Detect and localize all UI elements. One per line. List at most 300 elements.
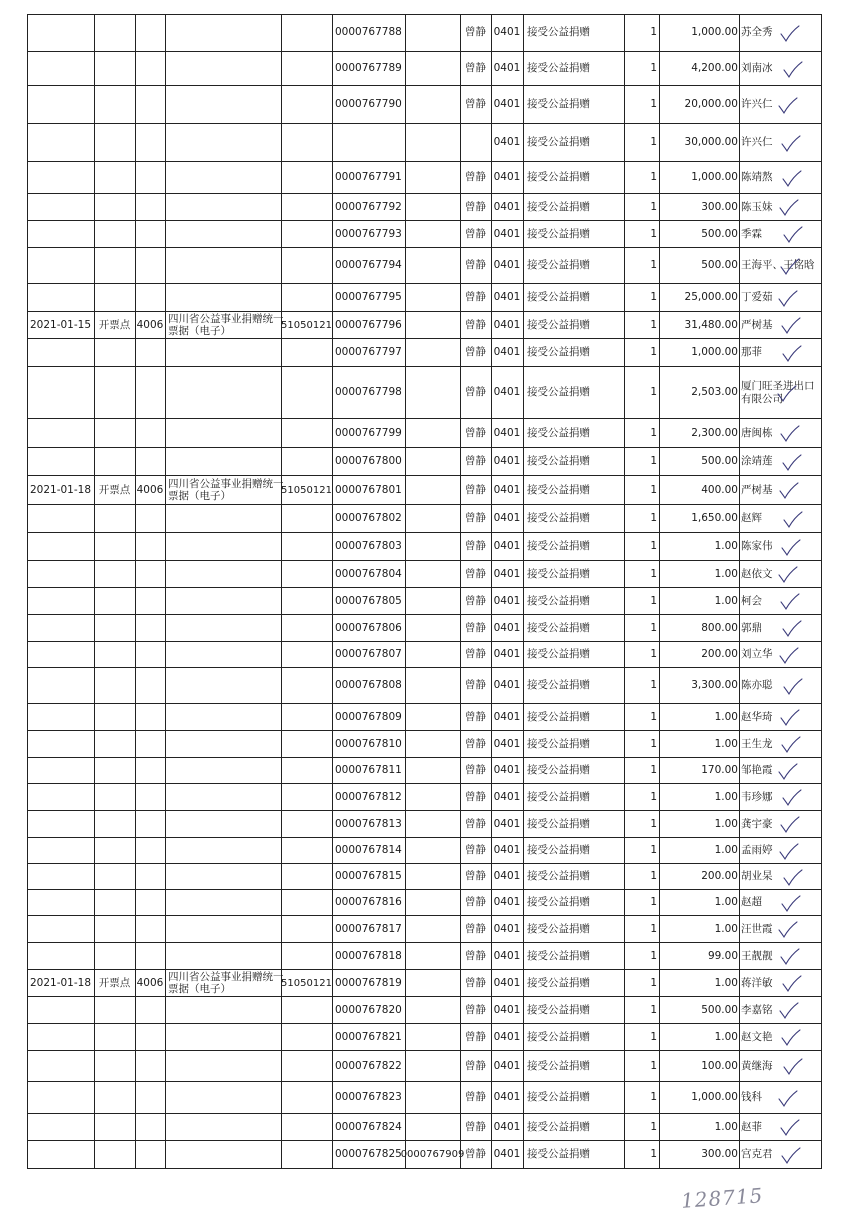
quantity-cell: 1 <box>650 679 657 691</box>
check-mark-icon <box>780 894 802 912</box>
operator-cell: 曾静 <box>465 1120 486 1133</box>
pencil-note: 128715 <box>680 1183 765 1213</box>
column-divider <box>405 14 406 1169</box>
operator-cell: 曾静 <box>465 870 486 882</box>
receipt-number-cell: 0000767807 <box>335 648 402 660</box>
table-row <box>27 1051 821 1082</box>
operator-cell: 曾静 <box>465 540 486 552</box>
operator-cell: 曾静 <box>465 1148 486 1160</box>
item-name-cell: 接受公益捐赠 <box>527 259 590 271</box>
quantity-cell: 1 <box>650 200 657 213</box>
item-code-cell: 0401 <box>493 512 521 524</box>
amount-cell: 25,000.00 <box>684 291 738 303</box>
quantity-cell: 1 <box>650 870 657 882</box>
receipt-number-cell: 0000767791 <box>335 171 402 183</box>
item-name-cell: 接受公益捐赠 <box>527 737 590 750</box>
item-code-cell: 0401 <box>493 26 521 38</box>
quantity-cell: 1 <box>650 1059 657 1072</box>
item-code-cell: 0401 <box>493 318 521 331</box>
item-name-cell: 接受公益捐赠 <box>527 870 590 882</box>
check-mark-icon <box>779 425 801 443</box>
operator-cell: 曾静 <box>465 621 486 634</box>
check-mark-icon <box>778 199 800 217</box>
operator-cell: 曾静 <box>465 318 486 331</box>
amount-cell: 1,650.00 <box>691 512 738 524</box>
item-code-cell: 0401 <box>493 567 521 580</box>
check-mark-icon <box>780 736 802 754</box>
table-row <box>27 916 821 943</box>
item-name-cell: 接受公益捐赠 <box>527 817 590 830</box>
table-row <box>27 561 821 588</box>
donor-cell: 许兴仁 <box>741 98 773 110</box>
table-row <box>27 668 821 704</box>
table-row <box>27 533 821 561</box>
receipt-number-cell: 0000767823 <box>335 1091 402 1103</box>
item-name-cell: 接受公益捐赠 <box>527 922 590 935</box>
check-mark-icon <box>782 1058 804 1076</box>
operator-cell <box>460 124 491 161</box>
operator-cell: 曾静 <box>465 764 486 776</box>
check-mark-icon <box>780 1146 802 1164</box>
donor-cell: 王靓靓 <box>741 949 773 962</box>
quantity-cell: 1 <box>650 98 657 110</box>
item-code-cell: 0401 <box>493 346 521 358</box>
quantity-cell: 1 <box>650 790 657 803</box>
donor-cell: 严树基 <box>741 318 773 331</box>
item-name-cell: 接受公益捐赠 <box>527 26 590 38</box>
table-row <box>27 615 821 642</box>
operator-cell: 曾静 <box>465 710 486 723</box>
operator-cell: 曾静 <box>465 455 486 467</box>
amount-cell: 1,000.00 <box>691 171 738 183</box>
column-divider <box>523 14 524 1169</box>
table-row <box>27 588 821 615</box>
check-mark-icon <box>777 289 799 307</box>
amount-cell: 500.00 <box>701 259 738 271</box>
quantity-cell: 1 <box>650 62 657 74</box>
donor-cell: 赵华琦 <box>741 710 773 723</box>
quantity-cell: 1 <box>650 817 657 830</box>
check-mark-icon <box>779 709 801 727</box>
receipt-number-cell: 0000767796 <box>335 318 402 331</box>
check-mark-icon <box>779 1119 801 1137</box>
check-mark-icon <box>781 975 803 993</box>
quantity-cell: 1 <box>650 386 657 398</box>
operator-cell: 曾静 <box>465 737 486 750</box>
amount-cell: 500.00 <box>701 1003 738 1016</box>
item-code-cell: 0401 <box>493 426 521 439</box>
check-mark-icon <box>777 1089 799 1107</box>
item-name-cell: 接受公益捐赠 <box>527 679 590 691</box>
amount-cell: 99.00 <box>707 949 738 962</box>
receipt-number-cell: 0000767812 <box>335 790 402 803</box>
code-cell: 4006 <box>136 318 164 331</box>
receipt-number-cell: 0000767797 <box>335 346 402 358</box>
donor-cell: 刘立华 <box>741 648 773 660</box>
item-name-cell: 接受公益捐赠 <box>527 621 590 634</box>
receipt-number-cell: 0000767819 <box>335 976 402 989</box>
receipt-number-cell: 0000767798 <box>335 386 402 398</box>
quantity-cell: 1 <box>650 896 657 908</box>
quantity-cell: 1 <box>650 710 657 723</box>
donor-cell: 陈亦聪 <box>741 679 773 691</box>
item-name-cell: 接受公益捐赠 <box>527 455 590 467</box>
amount-cell: 1.00 <box>714 567 738 580</box>
item-code-cell: 0401 <box>493 455 521 467</box>
operator-cell: 曾静 <box>465 227 486 240</box>
quantity-cell: 1 <box>650 648 657 660</box>
item-name-cell: 接受公益捐赠 <box>527 136 590 148</box>
table-row <box>27 312 821 339</box>
code-cell: 4006 <box>136 483 164 496</box>
quantity-cell: 1 <box>650 426 657 439</box>
item-code-cell: 0401 <box>493 136 521 148</box>
donor-cell: 蒋洋敏 <box>741 976 773 989</box>
operator-cell: 曾静 <box>465 62 486 74</box>
column-divider <box>739 14 740 1169</box>
item-name-cell: 接受公益捐赠 <box>527 1030 590 1043</box>
donor-cell: 那菲 <box>741 346 762 358</box>
donor-cell: 许兴仁 <box>741 136 773 148</box>
amount-cell: 2,503.00 <box>691 386 738 398</box>
item-name-cell: 接受公益捐赠 <box>527 594 590 607</box>
receipt-number-cell: 0000767800 <box>335 455 402 467</box>
receipt-number-cell: 0000767802 <box>335 512 402 524</box>
operator-cell: 曾静 <box>465 648 486 660</box>
table-row <box>27 194 821 221</box>
receipt-number-cell: 0000767820 <box>335 1003 402 1016</box>
check-mark-icon <box>779 257 801 275</box>
check-mark-icon <box>778 1002 800 1020</box>
check-mark-icon <box>780 317 802 335</box>
operator-cell: 曾静 <box>465 976 486 989</box>
receipt-number-cell: 0000767817 <box>335 922 402 935</box>
receipt-number-cell: 0000767824 <box>335 1120 402 1133</box>
check-mark-icon <box>777 762 799 780</box>
amount-cell: 170.00 <box>701 764 738 776</box>
amount-cell: 1.00 <box>714 737 738 750</box>
amount-cell: 1.00 <box>714 594 738 607</box>
donor-cell: 王生龙 <box>741 737 773 750</box>
receipt-number-cell: 0000767792 <box>335 200 402 213</box>
quantity-cell: 1 <box>650 764 657 776</box>
column-divider <box>624 14 625 1169</box>
item-name-cell: 接受公益捐赠 <box>527 949 590 962</box>
column-divider <box>821 14 822 1169</box>
amount-cell: 3,300.00 <box>691 679 738 691</box>
amount-cell: 1,000.00 <box>691 26 738 38</box>
item-code-cell: 0401 <box>493 710 521 723</box>
quantity-cell: 1 <box>650 1030 657 1043</box>
donor-cell: 汪世霞 <box>741 922 773 935</box>
table-row <box>27 704 821 731</box>
donor-cell: 韦珍娜 <box>741 790 773 803</box>
quantity-cell: 1 <box>650 594 657 607</box>
quantity-cell: 1 <box>650 171 657 183</box>
donor-cell: 郭鼎 <box>741 621 762 634</box>
check-mark-icon <box>779 816 801 834</box>
date-cell: 2021-01-15 <box>29 318 92 331</box>
item-code-cell: 0401 <box>493 291 521 303</box>
item-code-cell: 0401 <box>493 98 521 110</box>
item-code-cell: 0401 <box>493 896 521 908</box>
item-name-cell: 接受公益捐赠 <box>527 1120 590 1133</box>
date-cell: 2021-01-18 <box>29 483 92 496</box>
item-code-cell: 0401 <box>493 1091 521 1103</box>
quantity-cell: 1 <box>650 512 657 524</box>
table-row <box>27 1114 821 1141</box>
receipt-number-cell: 0000767815 <box>335 870 402 882</box>
check-mark-icon <box>777 96 799 114</box>
donor-cell: 孟雨婷 <box>741 844 773 856</box>
operator-cell: 曾静 <box>465 949 486 962</box>
check-mark-icon <box>782 60 804 78</box>
item-code-cell: 0401 <box>493 1030 521 1043</box>
table-row <box>27 642 821 668</box>
donor-cell: 柯会 <box>741 594 762 607</box>
receipt-number-cell: 0000767804 <box>335 567 402 580</box>
table-row <box>27 476 821 505</box>
quantity-cell: 1 <box>650 1120 657 1133</box>
quantity-cell: 1 <box>650 291 657 303</box>
quantity-cell: 1 <box>650 136 657 148</box>
table-row <box>27 970 821 997</box>
operator-cell: 曾静 <box>465 817 486 830</box>
amount-cell: 1.00 <box>714 817 738 830</box>
table-row <box>27 943 821 970</box>
table-row <box>27 86 821 124</box>
item-name-cell: 接受公益捐赠 <box>527 483 590 496</box>
operator-cell: 曾静 <box>465 567 486 580</box>
donor-cell: 季霖 <box>741 227 762 240</box>
operator-cell: 曾静 <box>465 291 486 303</box>
quantity-cell: 1 <box>650 318 657 331</box>
receipt-number-cell: 0000767810 <box>335 737 402 750</box>
item-code-cell: 0401 <box>493 62 521 74</box>
item-code-cell: 0401 <box>493 483 521 496</box>
donor-cell: 刘南冰 <box>741 62 773 74</box>
receipt-number-cell: 0000767806 <box>335 621 402 634</box>
check-mark-icon <box>781 620 803 638</box>
check-mark-icon <box>776 384 798 402</box>
donor-cell: 苏全秀 <box>741 26 773 38</box>
receipt-number-cell: 0000767821 <box>335 1030 402 1043</box>
check-mark-icon <box>781 344 803 362</box>
amount-cell: 500.00 <box>701 227 738 240</box>
check-mark-icon <box>777 566 799 584</box>
item-name-cell: 接受公益捐赠 <box>527 512 590 524</box>
quantity-cell: 1 <box>650 567 657 580</box>
table-row <box>27 731 821 758</box>
table-row <box>27 14 821 52</box>
donor-cell: 邹艳霞 <box>741 764 773 776</box>
quantity-cell: 1 <box>650 540 657 552</box>
receipt-number-cell: 0000767825 <box>335 1148 402 1160</box>
quantity-cell: 1 <box>650 922 657 935</box>
column-divider <box>135 14 136 1169</box>
item-name-cell: 接受公益捐赠 <box>527 710 590 723</box>
amount-cell: 1,000.00 <box>691 1091 738 1103</box>
operator-cell: 曾静 <box>465 1091 486 1103</box>
receipt-type-cell: 四川省公益事业捐赠统一票据（电子） <box>168 313 284 337</box>
check-mark-icon <box>782 868 804 886</box>
quantity-cell: 1 <box>650 1091 657 1103</box>
quantity-cell: 1 <box>650 976 657 989</box>
quantity-cell: 1 <box>650 737 657 750</box>
operator-cell: 曾静 <box>465 426 486 439</box>
check-mark-icon <box>777 921 799 939</box>
table-row <box>27 758 821 784</box>
amount-cell: 1.00 <box>714 844 738 856</box>
amount-cell: 1.00 <box>714 922 738 935</box>
item-name-cell: 接受公益捐赠 <box>527 1148 590 1160</box>
quantity-cell: 1 <box>650 1148 657 1160</box>
receipt-number-cell: 0000767803 <box>335 540 402 552</box>
item-code-cell: 0401 <box>493 870 521 882</box>
item-code-cell: 0401 <box>493 1003 521 1016</box>
operator-cell: 曾静 <box>465 1059 486 1072</box>
donor-cell: 胡业杲 <box>741 870 773 882</box>
column-divider <box>659 14 660 1169</box>
item-code-cell: 0401 <box>493 817 521 830</box>
column-divider <box>27 14 28 1169</box>
donor-cell: 宫克君 <box>741 1148 773 1160</box>
table-row <box>27 339 821 367</box>
donor-cell: 王海平、王铭晗 <box>741 259 815 271</box>
item-name-cell: 接受公益捐赠 <box>527 896 590 908</box>
item-code-cell: 0401 <box>493 1148 521 1160</box>
donor-cell: 严树基 <box>741 483 773 496</box>
check-mark-icon <box>781 169 803 187</box>
item-name-cell: 接受公益捐赠 <box>527 62 590 74</box>
operator-cell: 曾静 <box>465 98 486 110</box>
receipt-number-cell: 0000767816 <box>335 896 402 908</box>
check-mark-icon <box>781 453 803 471</box>
receipt-number-cell: 0000767793 <box>335 227 402 240</box>
operator-cell: 曾静 <box>465 1030 486 1043</box>
table-row <box>27 864 821 890</box>
agency-code-cell: 51050121 <box>281 977 332 989</box>
item-code-cell: 0401 <box>493 386 521 398</box>
quantity-cell: 1 <box>650 621 657 634</box>
operator-cell: 曾静 <box>465 844 486 856</box>
item-name-cell: 接受公益捐赠 <box>527 318 590 331</box>
donor-cell: 龚宇豪 <box>741 817 773 830</box>
table-row <box>27 1082 821 1114</box>
receipt-number-cell: 0000767814 <box>335 844 402 856</box>
operator-cell: 曾静 <box>465 26 486 38</box>
check-mark-icon <box>782 226 804 244</box>
amount-cell: 100.00 <box>701 1059 738 1072</box>
check-mark-icon <box>779 593 801 611</box>
amount-cell: 800.00 <box>701 621 738 634</box>
donor-cell: 赵文艳 <box>741 1030 773 1043</box>
item-name-cell: 接受公益捐赠 <box>527 567 590 580</box>
item-name-cell: 接受公益捐赠 <box>527 386 590 398</box>
table-row <box>27 52 821 86</box>
donor-cell: 丁爱茹 <box>741 291 773 303</box>
donor-cell: 陈家伟 <box>741 540 773 552</box>
receipt-number-cell: 0000767795 <box>335 291 402 303</box>
operator-cell: 曾静 <box>465 594 486 607</box>
receipt-number-cell: 0000767801 <box>335 483 402 496</box>
amount-cell: 1,000.00 <box>691 346 738 358</box>
operator-cell: 曾静 <box>465 922 486 935</box>
item-code-cell: 0401 <box>493 679 521 691</box>
amount-cell: 300.00 <box>701 1148 738 1160</box>
amount-cell: 200.00 <box>701 870 738 882</box>
amount-cell: 1.00 <box>714 1030 738 1043</box>
item-code-cell: 0401 <box>493 594 521 607</box>
item-code-cell: 0401 <box>493 976 521 989</box>
item-name-cell: 接受公益捐赠 <box>527 346 590 358</box>
item-name-cell: 接受公益捐赠 <box>527 648 590 660</box>
item-code-cell: 0401 <box>493 540 521 552</box>
table-row <box>27 997 821 1024</box>
table-row <box>27 419 821 448</box>
receipt-number-cell: 0000767809 <box>335 710 402 723</box>
donor-cell: 钱科 <box>741 1091 762 1103</box>
amount-cell: 30,000.00 <box>684 136 738 148</box>
table-row <box>27 1141 821 1169</box>
column-divider <box>491 14 492 1169</box>
item-code-cell: 0401 <box>493 621 521 634</box>
donor-cell: 厦门旺圣进出口有限公司 <box>741 379 815 405</box>
receipt-number-cell: 0000767813 <box>335 817 402 830</box>
item-code-cell: 0401 <box>493 764 521 776</box>
operator-cell: 曾静 <box>465 171 486 183</box>
check-mark-icon <box>778 842 800 860</box>
amount-cell: 1.00 <box>714 790 738 803</box>
item-name-cell: 接受公益捐赠 <box>527 1003 590 1016</box>
check-mark-icon <box>779 24 801 42</box>
receipt-type-cell: 四川省公益事业捐赠统一票据（电子） <box>168 478 284 502</box>
table-row <box>27 367 821 419</box>
amount-cell: 500.00 <box>701 455 738 467</box>
operator-cell: 曾静 <box>465 896 486 908</box>
donor-cell: 涂靖莲 <box>741 455 773 467</box>
check-mark-icon <box>778 646 800 664</box>
receipt-number-cell: 0000767788 <box>335 26 402 38</box>
operator-cell: 曾静 <box>465 790 486 803</box>
column-divider <box>332 14 333 1169</box>
item-name-cell: 接受公益捐赠 <box>527 227 590 240</box>
check-mark-icon <box>782 510 804 528</box>
receipt-number-cell: 0000767805 <box>335 594 402 607</box>
donor-cell: 陈靖熬 <box>741 171 773 183</box>
item-name-cell: 接受公益捐赠 <box>527 171 590 183</box>
quantity-cell: 1 <box>650 346 657 358</box>
amount-cell: 20,000.00 <box>684 98 738 110</box>
item-code-cell: 0401 <box>493 922 521 935</box>
item-name-cell: 接受公益捐赠 <box>527 764 590 776</box>
item-name-cell: 接受公益捐赠 <box>527 1091 590 1103</box>
donor-cell: 赵菲 <box>741 1120 762 1133</box>
check-mark-icon <box>780 134 802 152</box>
table-row <box>27 838 821 864</box>
item-name-cell: 接受公益捐赠 <box>527 1059 590 1072</box>
item-name-cell: 接受公益捐赠 <box>527 98 590 110</box>
table-row <box>27 811 821 838</box>
table-row <box>27 448 821 476</box>
table-row <box>27 890 821 916</box>
item-name-cell: 接受公益捐赠 <box>527 291 590 303</box>
receipt-number-cell: 0000767789 <box>335 62 402 74</box>
agency-code-cell: 51050121 <box>281 484 332 496</box>
item-code-cell: 0401 <box>493 200 521 213</box>
operator-cell: 曾静 <box>465 200 486 213</box>
quantity-cell: 1 <box>650 949 657 962</box>
